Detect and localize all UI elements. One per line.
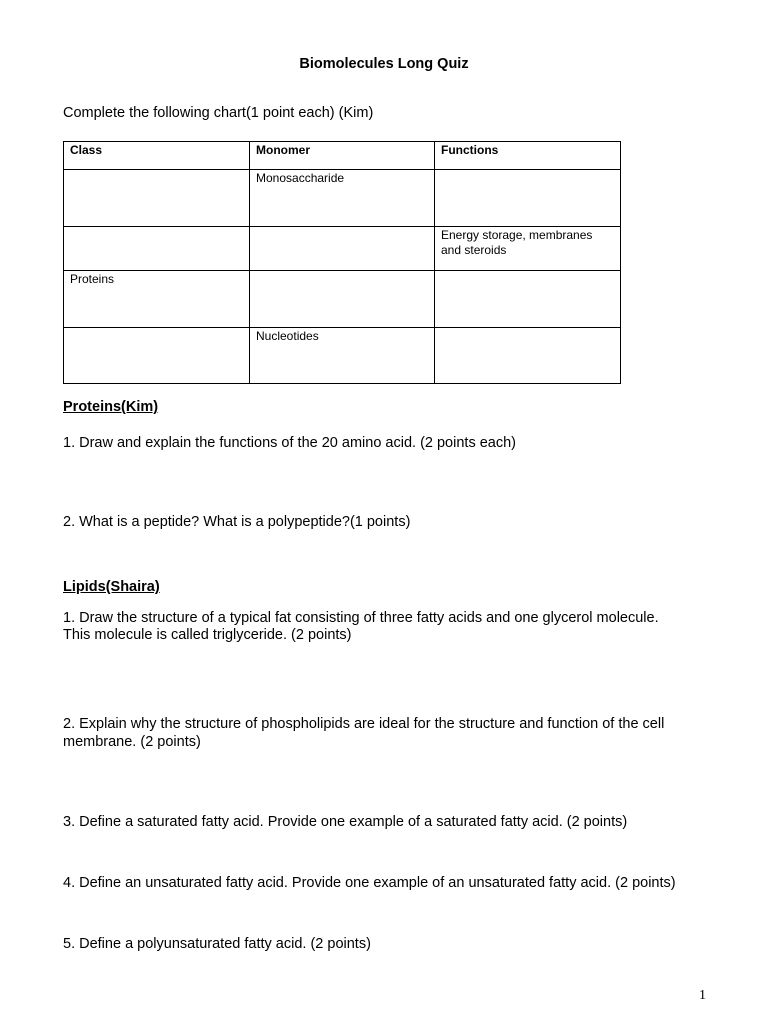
table-cell [250, 227, 435, 271]
table-row [64, 271, 621, 328]
table-cell: Nucleotides [250, 328, 435, 384]
proteins-heading: Proteins(Kim) [63, 399, 159, 415]
header-functions: Functions [435, 142, 621, 170]
table-cell [64, 170, 250, 227]
table-cell [64, 227, 250, 271]
lipids-question-1-line-1: 1. Draw the structure of a typical fat consisting of three fatty acids and one glycerol molecule. [63, 610, 659, 626]
table-cell [435, 271, 621, 328]
table-cell [435, 328, 621, 384]
table-row [64, 328, 621, 384]
table-header-row [64, 142, 621, 170]
table-cell [64, 328, 250, 384]
table-cell: Proteins [64, 271, 250, 328]
lipids-question-2-line-1: 2. Explain why the structure of phospholipids are ideal for the structure and function of the cell [63, 716, 665, 732]
table-row [64, 227, 621, 271]
table-cell: Energy storage, membranes and steroids [435, 227, 621, 271]
table-cell: Monosaccharide [250, 170, 435, 227]
document-title: Biomolecules Long Quiz [299, 56, 469, 72]
table-row [64, 170, 621, 227]
table-cell [435, 170, 621, 227]
proteins-question-1: 1. Draw and explain the functions of the 20 amino acid. (2 points each) [63, 435, 516, 451]
table-cell [250, 271, 435, 328]
proteins-question-2: 2. What is a peptide? What is a polypeptide?(1 points) [63, 514, 411, 530]
header-monomer: Monomer [250, 142, 435, 170]
biomolecule-chart [63, 141, 621, 384]
lipids-question-4: 4. Define an unsaturated fatty acid. Provide one example of an unsaturated fatty acid. (2 points) [63, 875, 676, 891]
chart-instructions: Complete the following chart(1 point each) (Kim) [63, 105, 374, 121]
lipids-question-5: 5. Define a polyunsaturated fatty acid. (2 points) [63, 936, 371, 952]
lipids-question-1-line-2: This molecule is called triglyceride. (2 points) [63, 627, 352, 643]
lipids-heading: Lipids(Shaira) [63, 579, 160, 595]
page-number: 1 [699, 988, 706, 1003]
lipids-question-3: 3. Define a saturated fatty acid. Provide one example of a saturated fatty acid. (2 points) [63, 814, 628, 830]
header-class: Class [64, 142, 250, 170]
lipids-question-2-line-2: membrane. (2 points) [63, 734, 201, 750]
